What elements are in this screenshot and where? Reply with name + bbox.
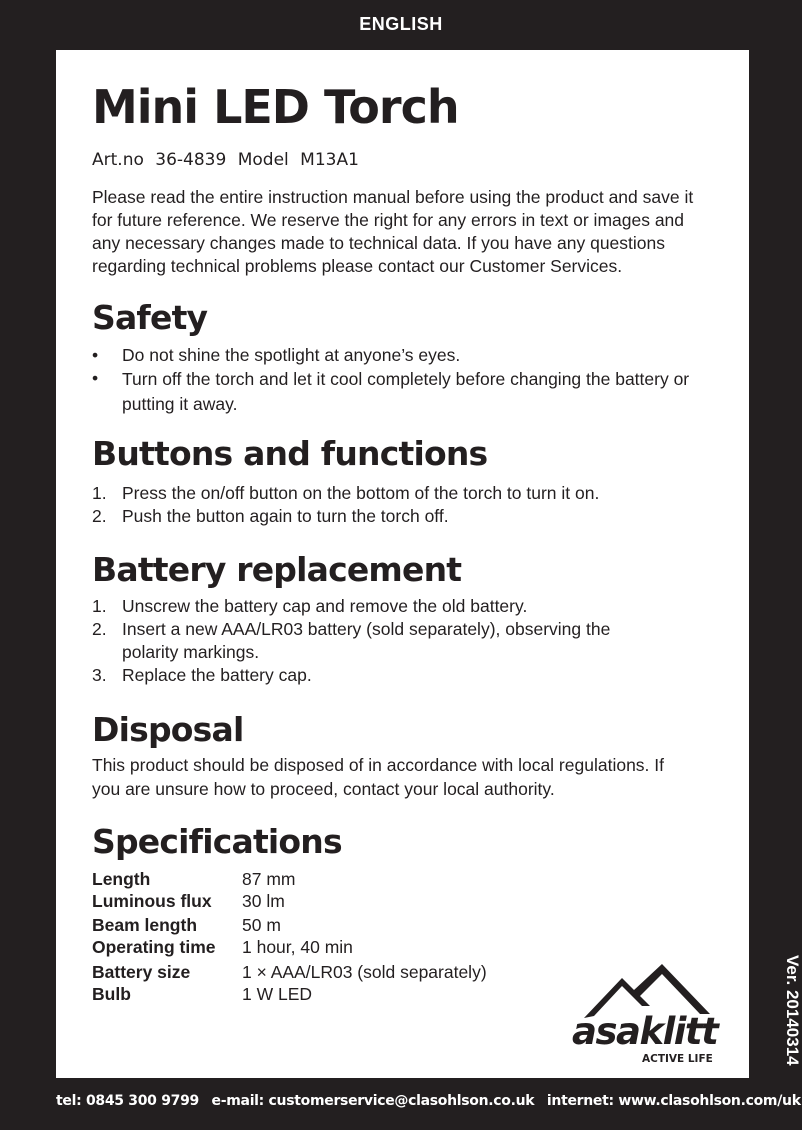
list-item <box>92 595 622 618</box>
list-item <box>92 344 722 367</box>
article-number-line <box>92 150 365 170</box>
safety-heading: Safety <box>92 298 208 337</box>
spec-label: Battery size <box>92 962 191 982</box>
logo-brand-text: asaklitt <box>572 1010 718 1053</box>
battery-heading: Battery replacement <box>92 550 462 589</box>
spec-label: Bulb <box>92 984 131 1004</box>
disposal-heading: Disposal <box>92 710 244 749</box>
model-label: Model <box>237 150 289 170</box>
spec-value: 1 hour, 40 min <box>242 937 353 957</box>
list-number: 2. <box>92 619 107 639</box>
logo-tagline-text: ACTIVE LIFE <box>642 1053 713 1065</box>
intro-paragraph: Please read the entire instruction manual before using the product and save it for future reference. We reserve the right for any errors in text or images and any necessary changes made to technical data. If you have any questions regarding technical problems please contact our Customer Services. <box>92 187 694 276</box>
spec-value: 87 mm <box>242 869 296 889</box>
bullet-marker: • <box>92 345 99 365</box>
spec-label: Operating time <box>92 937 216 957</box>
asaklitt-logo <box>570 958 730 1068</box>
buttons-heading: Buttons and functions <box>92 434 488 473</box>
model-value: M13A1 <box>300 150 359 170</box>
spec-row <box>92 936 592 958</box>
list-number: 3. <box>92 665 107 685</box>
spec-value: 30 lm <box>242 891 285 911</box>
footer-email: e-mail: customerservice@clasohlson.co.uk <box>211 1093 535 1109</box>
language-tab: ENGLISH <box>359 14 443 34</box>
spec-label: Luminous flux <box>92 891 212 911</box>
list-item <box>92 367 722 417</box>
spec-row <box>92 914 592 936</box>
spec-value: 1 × AAA/LR03 (sold separately) <box>242 962 487 982</box>
list-item <box>92 505 722 528</box>
spec-label: Length <box>92 869 151 889</box>
spec-value: 50 m <box>242 915 281 935</box>
list-number: 1. <box>92 596 107 616</box>
disposal-text: This product should be disposed of in accordance with local regulations. If you are unsure how to proceed, contact your local authority. <box>92 755 664 799</box>
bullet-marker: • <box>92 368 99 388</box>
footer-internet: internet: www.clasohlson.com/uk <box>546 1093 801 1109</box>
spec-row <box>92 983 592 1005</box>
list-item-text: Insert a new AAA/LR03 battery (sold separately), observing the polarity markings. <box>122 619 611 662</box>
spec-row <box>92 868 592 890</box>
list-item-text: Unscrew the battery cap and remove the old battery. <box>122 596 528 616</box>
list-item-text: Press the on/off button on the bottom of the torch to turn it on. <box>122 483 600 503</box>
manual-page <box>56 50 749 1078</box>
list-item <box>92 618 622 664</box>
list-item <box>92 664 622 687</box>
specifications-heading: Specifications <box>92 822 342 861</box>
spec-label: Beam length <box>92 915 198 935</box>
safety-list <box>92 344 722 417</box>
list-item-text: Turn off the torch and let it cool completely before changing the battery or putting it away. <box>122 369 690 414</box>
specifications-table <box>92 868 592 1005</box>
buttons-list <box>92 482 722 528</box>
page-title: Mini LED Torch <box>92 80 459 134</box>
list-item-text: Do not shine the spotlight at anyone’s eyes. <box>122 345 461 365</box>
list-item-text: Push the button again to turn the torch off. <box>122 506 449 526</box>
spec-value: 1 W LED <box>242 984 313 1004</box>
battery-list <box>92 595 622 687</box>
footer-contact <box>56 1093 801 1109</box>
list-item <box>92 482 722 505</box>
list-number: 2. <box>92 506 107 526</box>
art-label: Art.no <box>92 150 144 170</box>
spec-row <box>92 890 592 912</box>
spec-row <box>92 961 592 983</box>
art-value: 36-4839 <box>155 150 227 170</box>
footer-tel: tel: 0845 300 9799 <box>56 1093 199 1109</box>
version-label: Ver. 20140314 <box>783 955 802 1066</box>
list-number: 1. <box>92 483 107 503</box>
list-item-text: Replace the battery cap. <box>122 665 312 685</box>
